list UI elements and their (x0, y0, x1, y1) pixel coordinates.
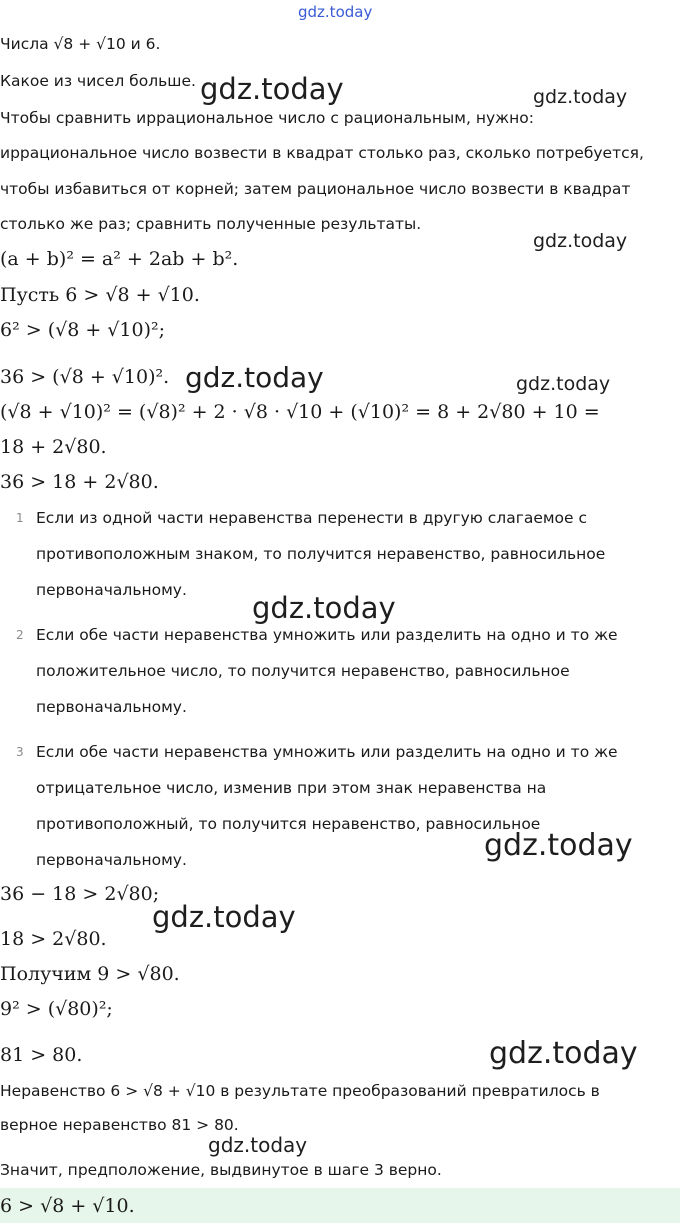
rule-text: первоначальному. (36, 581, 187, 599)
method-line: столько же раз; сравнить полученные результаты. (0, 215, 422, 233)
watermark: gdz.today (533, 230, 628, 252)
rule-number: 1 (16, 511, 24, 525)
conclusion: Значит, предположение, выдвинутое в шаге 3 верно. (0, 1161, 442, 1179)
watermark: gdz.today (533, 86, 628, 108)
watermark: gdz.today (152, 900, 296, 934)
rule-text: противоположный, то получится неравенство, равносильное (36, 815, 541, 833)
assumption: Пусть 6 > √8 + √10. (0, 284, 200, 306)
math-step: 9² > (√80)²; (0, 998, 113, 1020)
math-step: 36 > (√8 + √10)². (0, 366, 170, 388)
watermark: gdz.today (489, 1036, 638, 1071)
math-expansion: (√8 + √10)² = (√8)² + 2 · √8 · √10 + (√10)² = 8 + 2√80 + 10 = (0, 401, 600, 423)
math-step: 81 > 80. (0, 1044, 83, 1066)
final-answer: 6 > √8 + √10. (0, 1195, 135, 1217)
rule-text: положительное число, то получится неравенство, равносильное (36, 662, 570, 680)
conclusion: верное неравенство 81 > 80. (0, 1116, 239, 1134)
watermark: gdz.today (484, 828, 633, 863)
math-step: 36 > 18 + 2√80. (0, 471, 159, 493)
rule-text: противоположным знаком, то получится неравенство, равносильное (36, 545, 606, 563)
rule-text: Если из одной части неравенства перенести в другую слагаемое с (36, 509, 588, 527)
question: Какое из чисел больше. (0, 72, 196, 90)
math-step: 18 > 2√80. (0, 928, 107, 950)
conclusion: Неравенство 6 > √8 + √10 в результате преобразований превратилось в (0, 1082, 600, 1100)
math-step: 6² > (√8 + √10)²; (0, 319, 166, 341)
math-step: Получим 9 > √80. (0, 963, 180, 985)
math-step: 36 − 18 > 2√80; (0, 883, 160, 905)
method-line: иррациональное число возвести в квадрат столько раз, сколько потребуется, (0, 144, 644, 162)
rule-text: первоначальному. (36, 698, 187, 716)
watermark: gdz.today (185, 361, 324, 394)
formula-square-of-sum: (a + b)² = a² + 2ab + b². (0, 248, 239, 270)
rule-text: Если обе части неравенства умножить или разделить на одно и то же (36, 626, 618, 644)
rule-text: отрицательное число, изменив при этом знак неравенства на (36, 779, 547, 797)
rule-text: первоначальному. (36, 851, 187, 869)
rule-text: Если обе части неравенства умножить или разделить на одно и то же (36, 743, 618, 761)
watermark: gdz.today (200, 72, 344, 106)
method-line: Чтобы сравнить иррациональное число с рациональным, нужно: (0, 109, 534, 127)
rule-number: 3 (16, 745, 24, 759)
math-step: 18 + 2√80. (0, 436, 107, 458)
problem-statement: Числа √8 + √10 и 6. (0, 35, 161, 53)
watermark: gdz.today (208, 1133, 308, 1157)
watermark: gdz.today (516, 373, 611, 395)
watermark: gdz.today (298, 3, 373, 21)
rule-number: 2 (16, 628, 24, 642)
watermark: gdz.today (252, 591, 396, 625)
method-line: чтобы избавиться от корней; затем рациональное число возвести в квадрат (0, 180, 631, 198)
